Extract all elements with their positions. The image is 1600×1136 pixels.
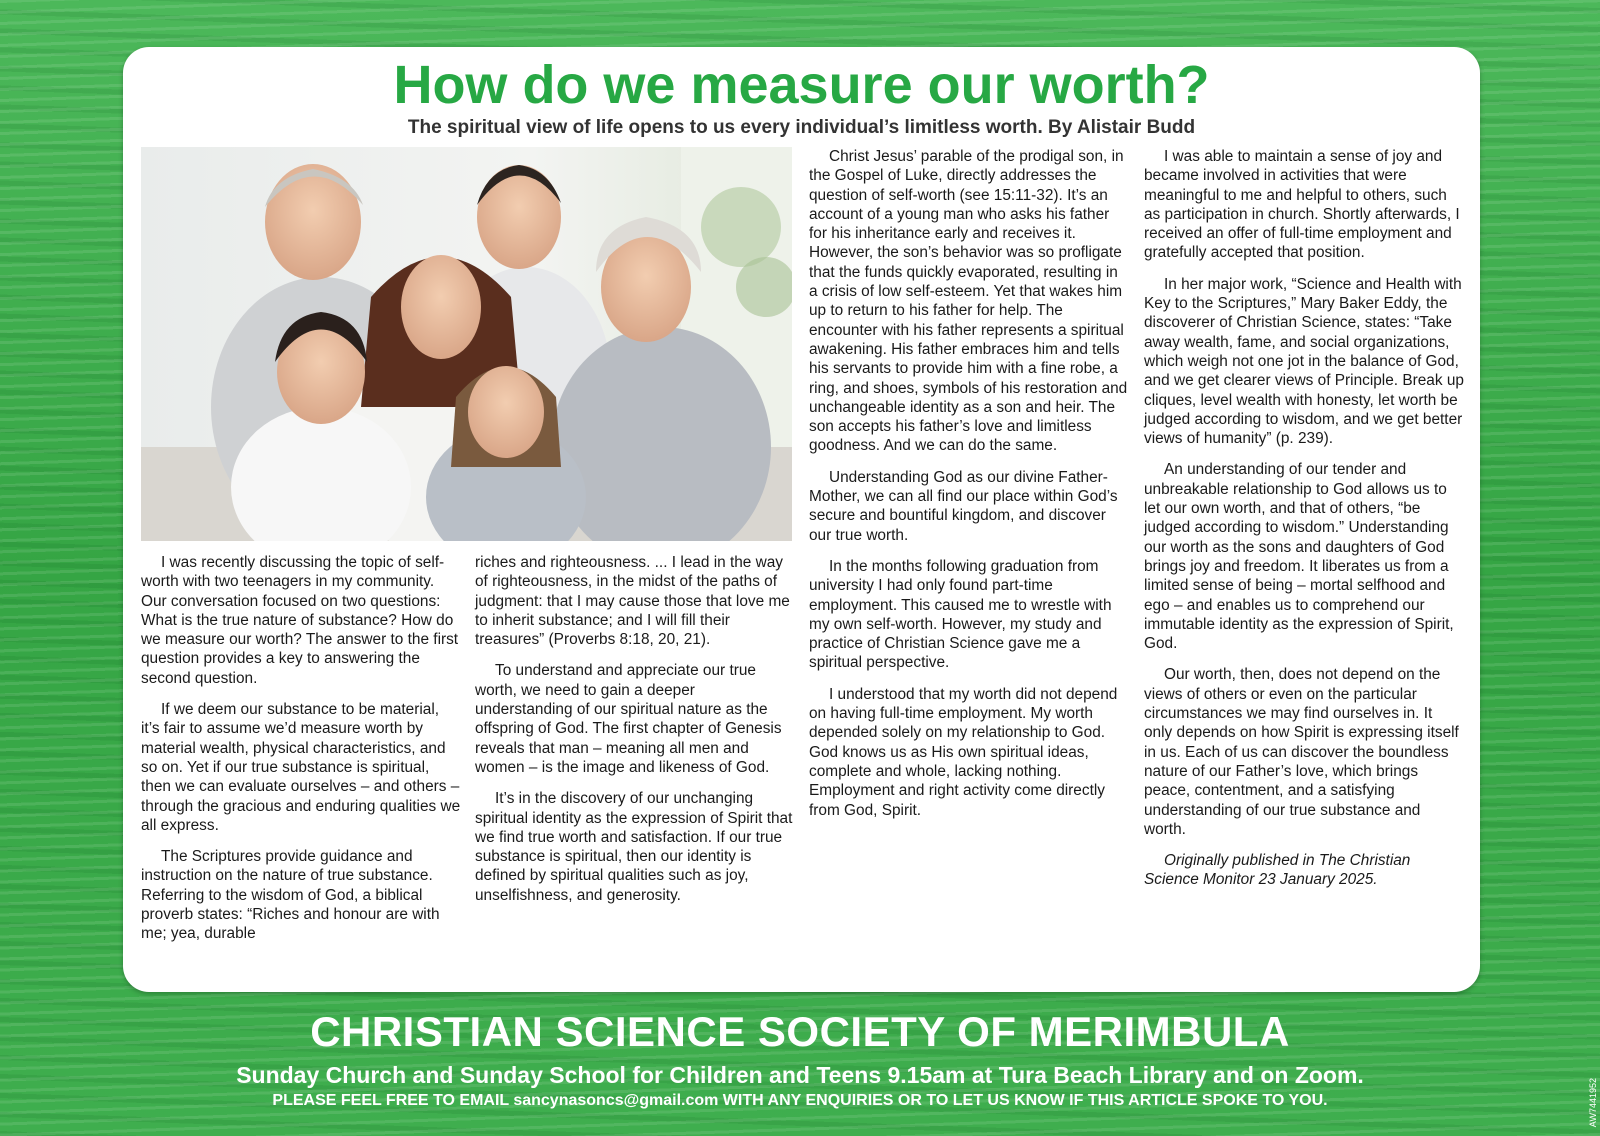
paragraph: In her major work, “Science and Health with Key to the Scriptures,” Mary Baker Eddy, the discoverer of Christian Science, states: “Take away wealth, fame, and social organizations, which weigh not one jot in the balance of God, and we get clearer views of Principle. Break up cliques, level wealth with honesty, let worth be judged according to wisdom, and we get better views of humanity” (p. 239). xyxy=(1144,275,1464,448)
publication-credit: Originally published in The Christian Science Monitor 23 January 2025. xyxy=(1144,852,1411,889)
paragraph: An understanding of our tender and unbreakable relationship to God allows us to let our own worth, and that of others, “be judged according to wisdom.” Understanding our worth as the sons and daughters of God brings joy and freedom. It liberates us from a limited sense of being – mortal selfhood and ego – and enables us to comprehend our immutable identity as the expression of Spirit, God. xyxy=(1144,461,1454,653)
paragraph: To understand and appreciate our true worth, we need to gain a deeper understanding of our spiritual nature as the offspring of God. The first chapter of Genesis reveals that man – meaning all men and women – is the image and likeness of God. xyxy=(475,662,782,776)
paragraph: I was recently discussing the topic of self-worth with two teenagers in my community. Our conversation focused on two questions: What is the true nature of substance? How do we measure our worth? The answer to the first question provides a key to answering the second question. xyxy=(141,554,459,687)
paragraph: If we deem our substance to be material, it’s fair to assume we’d measure worth by material wealth, physical characteristics, and so on. Yet if our true substance is spiritual, then we can evaluate ourselves – and others – through the gracious and enduring qualities we all express. xyxy=(141,701,461,834)
ad-code: AW7441952 xyxy=(1588,1078,1598,1128)
contact-line: PLEASE FEEL FREE TO EMAIL sancynasoncs@gmail.com WITH ANY ENQUIRIES OR TO LET US KNOW IF THIS ARTICLE SPOKE TO YOU. xyxy=(272,1092,1328,1109)
paragraph: I understood that my worth did not depend on having full-time employment. My worth depended solely on my relationship to God. God knows us as His own spiritual ideas, complete and whole, lacking nothing. Employment and right activity come directly from God, Spirit. xyxy=(809,685,1118,819)
article-column-1 xyxy=(141,553,461,956)
article-column-4 xyxy=(1144,147,1464,902)
article-column-3 xyxy=(809,147,1129,832)
article-card xyxy=(123,47,1480,992)
paragraph: The Scriptures provide guidance and instruction on the nature of true substance. Referring to the wisdom of God, a biblical proverb states: “Riches and honour are with me; yea, durable xyxy=(141,848,440,943)
paragraph: Christ Jesus’ parable of the prodigal son, in the Gospel of Luke, directly addresses the question of self-worth (see 15:11-32). It’s an account of a young man who asks his father for his inheritance early and receives it. However, the son’s behavior was so profligate that the funds quickly evaporated, resulting in a crisis of low self-esteem. Yet that wakes him up to return to his father for help. The encounter with his father represents a spiritual awakening. His father embraces him and tells his servants to provide him with a fine robe, a ring, and shoes, symbols of his restoration and unchangeable identity as a son and heir. The son accepts his father’s love and limitless goodness. And we can do the same. xyxy=(809,148,1128,455)
article-subtitle: The spiritual view of life opens to us every individual’s limitless worth. By Alistair Budd xyxy=(407,117,1196,138)
family-photo xyxy=(141,147,792,541)
paragraph: Understanding God as our divine Father-Mother, we can all find our place within God’s secure and bountiful kingdom, and discover our true worth. xyxy=(809,468,1118,544)
paragraph: Our worth, then, does not depend on the views of others or even on the particular circumstances we may find ourselves in. It only depends on how Spirit is expressing itself in us. Each of us can discover the boundless nature of our Father’s love, which brings peace, contentment, and a satisfying understanding of our true substance and worth. xyxy=(1144,666,1459,838)
article-title: How do we measure our worth? xyxy=(393,55,1210,115)
paragraph: I was able to maintain a sense of joy and became involved in activities that were meaningful to me and helpful to others, such as participation in church. Shortly afterwards, I received an offer of full-time employment and gratefully accepted that position. xyxy=(1144,148,1460,262)
paragraph: In the months following graduation from university I had only found part-time employment. This caused me to wrestle with my own self-worth. However, my study and practice of Christian Science gave me a spiritual perspective. xyxy=(809,557,1112,672)
society-name: CHRISTIAN SCIENCE SOCIETY OF MERIMBULA xyxy=(310,1008,1290,1055)
paragraph: It’s in the discovery of our unchanging spiritual identity as the expression of Spirit that we find true worth and satisfaction. If our true substance is spiritual, then our identity is defined by spiritual qualities such as joy, unselfishness, and generosity. xyxy=(475,790,793,904)
article-column-2 xyxy=(475,553,795,917)
service-times: Sunday Church and Sunday School for Children and Teens 9.15am at Tura Beach Library and on Zoom. xyxy=(236,1062,1364,1088)
paragraph: riches and righteousness. ... I lead in the way of righteousness, in the midst of the paths of judgment: that I may cause those that love me to inherit substance; and I will fill their treasures” (Proverbs 8:18, 20, 21). xyxy=(475,554,790,649)
